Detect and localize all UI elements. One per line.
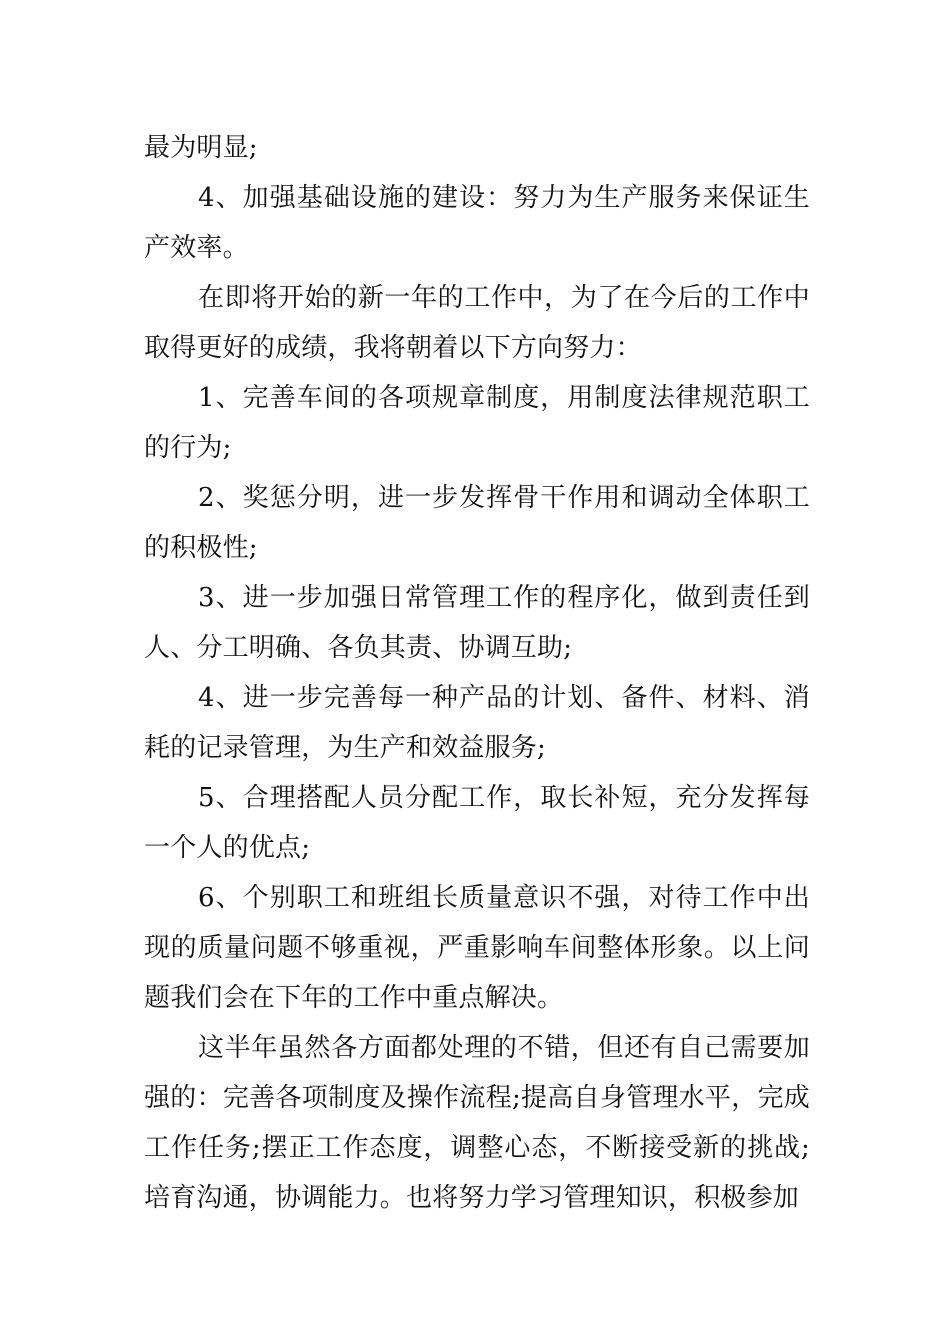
paragraph-item-2-rewards: 2、奖惩分明，进一步发挥骨干作用和调动全体职工的积极性; (144, 483, 810, 563)
paragraph-item-6-quality: 6、个别职工和班组长质量意识不强，对待工作中出现的质量问题不够重视，严重影响车间整体形象。以上问题我们会在下年的工作中重点解决。 (144, 883, 810, 1013)
paragraph-continuation: 最为明显; (144, 133, 258, 163)
paragraph-item-4-infrastructure: 4、加强基础设施的建设：努力为生产服务来保证生产效率。 (144, 183, 810, 263)
paragraph-item-5-staffing: 5、合理搭配人员分配工作，取长补短，充分发挥每一个人的优点; (144, 783, 810, 863)
document-body (144, 123, 810, 1223)
paragraph-half-year-summary: 这半年虽然各方面都处理的不错，但还有自己需要加强的：完善各项制度及操作流程;提高自身管理水平，完成工作任务;摆正工作态度，调整心态，不断接受新的挑战;培育沟通，协调能力。也将努力学习管理知识，积极参加 (144, 1033, 810, 1213)
paragraph-new-year-intro: 在即将开始的新一年的工作中，为了在今后的工作中取得更好的成绩，我将朝着以下方向努力： (144, 283, 810, 363)
paragraph-item-3-management: 3、进一步加强日常管理工作的程序化，做到责任到人、分工明确、各负其责、协调互助; (144, 583, 810, 663)
paragraph-item-1-rules: 1、完善车间的各项规章制度，用制度法律规范职工的行为; (144, 383, 810, 463)
paragraph-item-4-records: 4、进一步完善每一种产品的计划、备件、材料、消耗的记录管理，为生产和效益服务; (144, 683, 810, 763)
